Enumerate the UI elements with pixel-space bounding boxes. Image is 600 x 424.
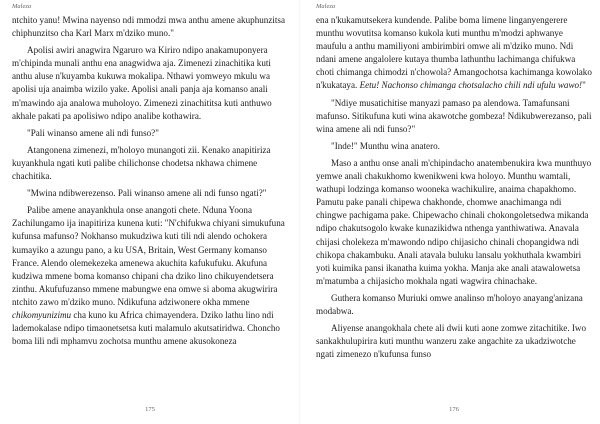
paragraph: "Ndiye musatichitise manyazi pamaso pa alendowa. Tamafunsani mafunso. Sitikufuna kuti wina akawotche gombeza! Ndikubwerezanso, pali wina amene ali ndi funso?" xyxy=(316,97,592,134)
paragraph: Aliyense anangokhala chete ali dwii kuti aone zomwe zitachitike. Iwo sankakhulupirira kuti munthu wanzeru zake angachite za ukadziwotche ngati zimenezo n'kufunsa funso xyxy=(316,323,587,360)
page-number: 176 xyxy=(449,406,459,413)
paragraph: "Mwina ndibwerezenso. Pali winanso amene ali ndi funso ngati?" xyxy=(27,188,267,199)
paragraph: ena n'kukamutsekera kundende. Palibe boma limene linganyengerere munthu wovutitsa komanso kukola kuti munthu m'modzi aphwanye maufulu a anthu mamiliyoni ambirimbiri omwe ali m'dziko muno. Ndi ndani amene angalolere kutaya thumba lathunthu lachimanga chifukwa choti chimanga chimodzi n'chowola? Amangochotsa kachimanga kowolako n'kukataya. Eetu! Nachonso chimanga chotsalacho chili ndi ufulu wawo!" xyxy=(316,15,592,91)
right-page xyxy=(316,0,592,424)
paragraph: Apolisi awiri anagwira Ngaruro wa Kiriro ndipo anakamuponyera m'chipinda munali anthu ena anagwidwa aja. Zimenezi zinachitika kuti anthu aluse n'kuyamba kukuwa mokalipa. Nthawi yomweyo mkulu wa apolisi uja anaimba wizilo yake. Apolisi anali panja aja komanso anali m'mawindo aja analowa muholoyo. Zimenezi zinachititsa kuti anthuwo akhale pakati pa apolisiwo ndipo analibe kothawira. xyxy=(12,45,272,121)
paragraph: ntchito yanu! Mwina nayenso ndi mmodzi mwa anthu amene akuphunzitsa chiphunzitso cha Karl Marx m'dziko muno." xyxy=(12,15,285,39)
left-page xyxy=(12,0,288,424)
emphasis: chikomyunizimu xyxy=(12,309,72,320)
page-number: 175 xyxy=(145,406,155,413)
page-text xyxy=(316,14,592,361)
paragraph: "Pali winanso amene ali ndi funso?" xyxy=(27,127,159,138)
emphasis: Eetu! Nachonso chimanga chotsalacho chili ndi ufulu wawo! xyxy=(359,80,583,91)
paragraph: Atangonena zimenezi, m'holoyo munangoti zii. Kenako anapitiriza kuyankhula ngati kuti palibe chilichonse chodetsa nkhawa chimene chachitika. xyxy=(12,144,271,182)
paragraph: Guthera komanso Muriuki omwe analinso m'holoyo anayang'anizana modabwa. xyxy=(316,292,583,316)
running-head: Maleza xyxy=(12,3,32,10)
paragraph: Palibe amene anayankhula onse anangoti chete. Nduna Yoona Zachilungamo ija inapitiriza kunena kuti: "N'chifukwa chiyani simukufuna kufunsa mafunso? Nokhanso mukudziwa kuti tili ndi alendo ochokera kumayiko a azungu pano, a ku USA, Britain, West Germany komanso France. Alendo olemekezeka amenewa akuchita kafukufuku. Akufuna kudziwa mmene boma komanso chipani cha dziko lino chikuyendetsera zinthu. Akufufuzanso mmene mabungwe ena omwe si aboma akugwirira ntchito zawo m'dziko muno. Ndikufuna adziwonere okha mmene chikomyunizimu cha kuno ku Africa chimayendera. Dziko lathu lino ndi lademokalase ndipo timaonetsetsa kuti malamulo akutsatiridwa. Choncho boma lili ndi mphamvu zochotsa munthu amene akusokoneza xyxy=(12,205,285,347)
page-text xyxy=(12,14,288,348)
paragraph: Maso a anthu onse anali m'chipindacho anatembenukira kwa munthuyo yemwe anali chakukhomo kwenikweni kwa holoyo. Munthu wamtali, wathupi lodzinga komanso wooneka wachikulire, anaima chapakhomo. Pamutu pake panali chipewa chakhonde, chomwe anachimanga ndi chingwe pachigama pake. Chipewacho chinali chokongoletsedwa mikanda ndipo chakutsogolo kwake kunazikidwa nthenga yanthiwatiwa. Anavala chijasi cholekeza m'mawondo ndipo chijasicho chinali chopangidwa ndi chikopa chakambuku. Anali atavala buluku lansalu yokhuthala kwambiri yoti kuimika pansi ikanatha kuima yokha. Manja ake anali atawalowetsa m'matumba a chijasicho mokhala ngati wagwira chinachake. xyxy=(316,157,592,286)
paragraph: "Inde!" Munthu wina anatero. xyxy=(331,140,440,151)
running-head: Maleza xyxy=(316,3,336,10)
gutter xyxy=(299,0,301,424)
